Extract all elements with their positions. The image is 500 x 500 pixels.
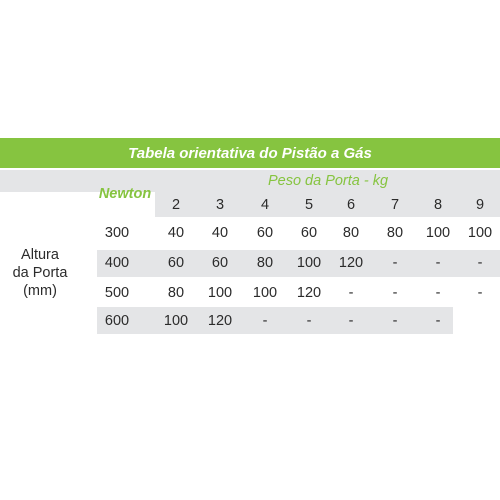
weight-header-cell: 7: [390, 197, 400, 213]
value-cell: 100: [296, 255, 322, 271]
value-cell: -: [348, 313, 354, 329]
value-cell: 40: [211, 225, 229, 241]
value-cell: -: [392, 255, 398, 271]
weight-header-cell: 2: [171, 197, 181, 213]
newton-label: Newton: [98, 186, 152, 202]
value-cell: -: [477, 255, 483, 271]
value-cell: 40: [167, 225, 185, 241]
value-cell: -: [435, 255, 441, 271]
value-cell: -: [435, 313, 441, 329]
value-cell: 120: [338, 255, 364, 271]
weight-header-cell: 8: [433, 197, 443, 213]
table-title: Tabela orientativa do Pistão a Gás: [0, 138, 500, 168]
row-header: [8, 246, 72, 300]
row-header-line-3: (mm): [23, 283, 57, 299]
value-cell: 80: [167, 285, 185, 301]
weight-header-cell: 9: [475, 197, 485, 213]
value-cell: 60: [256, 225, 274, 241]
height-cell: 600: [104, 313, 130, 329]
value-cell: 100: [252, 285, 278, 301]
value-cell: 60: [211, 255, 229, 271]
value-cell: 60: [300, 225, 318, 241]
value-cell: -: [348, 285, 354, 301]
value-cell: -: [435, 285, 441, 301]
value-cell: 80: [386, 225, 404, 241]
row-header-line-1: Altura: [21, 247, 59, 263]
weight-header-cell: 3: [215, 197, 225, 213]
height-cell: 400: [104, 255, 130, 271]
weight-header-cell: 4: [260, 197, 270, 213]
value-cell: -: [306, 313, 312, 329]
value-cell: 100: [163, 313, 189, 329]
value-cell: 100: [207, 285, 233, 301]
height-cell: 300: [104, 225, 130, 241]
value-cell: -: [392, 313, 398, 329]
value-cell: -: [262, 313, 268, 329]
weight-header-cell: 6: [346, 197, 356, 213]
value-cell: -: [392, 285, 398, 301]
value-cell: 100: [467, 225, 493, 241]
weight-header: Peso da Porta - kg: [267, 173, 389, 189]
value-cell: 100: [425, 225, 451, 241]
weight-header-cell: 5: [304, 197, 314, 213]
height-cell: 500: [104, 285, 130, 301]
value-cell: 120: [296, 285, 322, 301]
value-cell: 120: [207, 313, 233, 329]
value-cell: 80: [256, 255, 274, 271]
row-header-line-2: da Porta: [12, 265, 68, 281]
value-cell: -: [477, 285, 483, 301]
value-cell: 60: [167, 255, 185, 271]
value-cell: 80: [342, 225, 360, 241]
